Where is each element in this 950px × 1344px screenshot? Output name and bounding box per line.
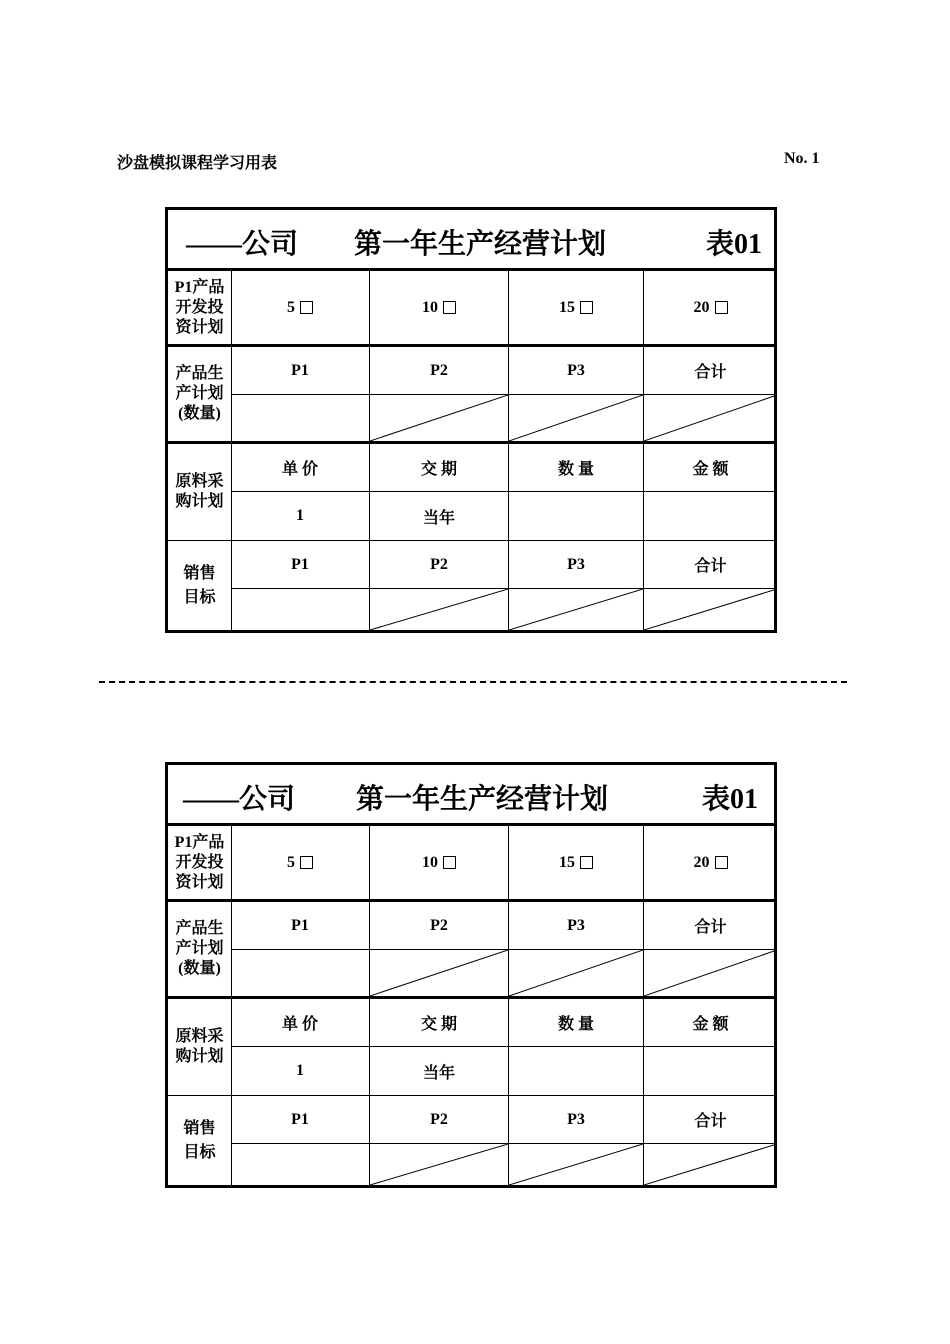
row-label-line: 产品生 (175, 365, 224, 382)
purchase-cell (644, 999, 777, 1095)
production-cell (644, 347, 777, 441)
dev-option-value: 15 (559, 298, 575, 316)
diagonal-strike (370, 395, 508, 441)
production-entry[interactable] (644, 950, 777, 996)
diagonal-strike (370, 950, 508, 996)
column-header: P1 (231, 541, 369, 589)
purchase-cell (231, 444, 370, 540)
checkbox[interactable] (300, 301, 313, 314)
production-entry[interactable] (509, 395, 643, 441)
dev-option-cell (370, 271, 509, 344)
production-entry[interactable] (644, 395, 777, 441)
column-header: P2 (370, 1096, 508, 1144)
dev-option-value: 10 (422, 853, 438, 871)
purchase-cell (509, 444, 644, 540)
column-header: 单 价 (231, 999, 369, 1047)
column-header: 交 期 (370, 444, 508, 492)
diagonal-strike (509, 589, 643, 630)
column-header: P2 (370, 902, 508, 950)
row-label (168, 444, 232, 540)
dev-option-value: 15 (559, 853, 575, 871)
row-label (168, 1096, 232, 1185)
sales-cell (644, 541, 777, 630)
checkbox[interactable] (580, 856, 593, 869)
column-header: 合计 (644, 347, 777, 395)
sales-entry[interactable] (644, 1144, 777, 1185)
row-label-line: 销售 (183, 1119, 216, 1137)
column-header: 数 量 (509, 444, 643, 492)
column-header: 合计 (644, 1096, 777, 1144)
course-header: 沙盘模拟课程学习用表 (117, 155, 278, 172)
sales-cell (644, 1096, 777, 1185)
row-label-line: (数量) (178, 405, 221, 422)
row-label-line: 产计划 (175, 940, 224, 957)
column-header: P3 (509, 902, 643, 950)
row-label-line: P1产品 (174, 833, 225, 851)
row-label (168, 541, 232, 630)
diagonal-strike (644, 589, 777, 630)
purchase-value[interactable]: 1 (296, 1062, 304, 1079)
purchase-value[interactable]: 当年 (422, 509, 455, 527)
dev-option-value: 10 (422, 298, 438, 316)
column-header: P1 (231, 347, 369, 395)
row-label-line: 购计划 (175, 1048, 224, 1065)
production-cell (509, 347, 644, 441)
company-name: ——公司 (183, 784, 296, 815)
production-cell (644, 902, 777, 996)
purchase-cell (231, 999, 370, 1095)
row-label-line: 产计划 (175, 385, 224, 402)
column-header: P3 (509, 347, 643, 395)
row-label-line: 开发投 (175, 853, 224, 871)
sales-entry[interactable] (231, 1144, 369, 1185)
column-header: P3 (509, 1096, 643, 1144)
row-label-line: 购计划 (175, 493, 224, 510)
column-header: 金 额 (644, 444, 777, 492)
dev-option-cell (370, 826, 509, 899)
dev-option-cell (509, 826, 644, 899)
production-cell (370, 902, 509, 996)
plan-table (165, 207, 777, 633)
production-plan-row (168, 902, 774, 999)
cut-line-divider (99, 681, 847, 683)
dev-option-value: 5 (287, 853, 295, 871)
company-name: ——公司 (186, 229, 299, 260)
column-header: P2 (370, 541, 508, 589)
checkbox[interactable] (300, 856, 313, 869)
diagonal-strike (370, 589, 508, 630)
production-cell (231, 347, 370, 441)
table-title (168, 765, 774, 826)
row-label-line: 目标 (183, 1143, 216, 1161)
sales-cell (370, 541, 509, 630)
purchase-value[interactable] (644, 1047, 777, 1095)
dev-option-cell (509, 271, 644, 344)
sales-target-row (168, 541, 774, 630)
checkbox[interactable] (443, 856, 456, 869)
diagonal-strike (509, 950, 643, 996)
dev-investment-row (168, 826, 774, 902)
checkbox[interactable] (580, 301, 593, 314)
dev-option-cell (644, 271, 777, 344)
column-header: P3 (509, 541, 643, 589)
purchase-cell (370, 444, 509, 540)
production-cell (509, 902, 644, 996)
dev-option-value: 20 (693, 298, 710, 316)
purchase-value[interactable]: 当年 (422, 1064, 455, 1082)
row-label (168, 826, 232, 899)
checkbox[interactable] (715, 301, 728, 314)
sales-target-row (168, 1096, 774, 1185)
plan-table (165, 762, 777, 1188)
row-label-line: 目标 (183, 588, 216, 606)
dev-option-cell (231, 826, 370, 899)
purchase-value[interactable] (509, 1047, 643, 1095)
table-code: 表01 (706, 229, 763, 260)
dev-option-cell (231, 271, 370, 344)
production-entry[interactable] (370, 950, 508, 996)
row-label-line: 原料采 (175, 1028, 224, 1045)
sales-cell (231, 1096, 370, 1185)
sales-cell (509, 1096, 644, 1185)
column-header: 合计 (644, 902, 777, 950)
diagonal-strike (644, 395, 777, 441)
production-entry[interactable] (231, 395, 369, 441)
dev-investment-row (168, 271, 774, 347)
page-number: No. 1 (784, 150, 820, 167)
purchase-cell (370, 999, 509, 1095)
row-label-line: 原料采 (175, 473, 224, 490)
column-header: P1 (231, 902, 369, 950)
column-header: 金 额 (644, 999, 777, 1047)
row-label-line: (数量) (178, 960, 221, 977)
sales-entry[interactable] (231, 589, 369, 630)
dev-option-cell (644, 826, 777, 899)
checkbox[interactable] (715, 856, 728, 869)
sales-entry[interactable] (370, 589, 508, 630)
table-title (168, 210, 774, 271)
sales-cell (509, 541, 644, 630)
diagonal-strike (644, 1144, 777, 1185)
plan-title: 第一年生产经营计划 (356, 784, 609, 815)
sales-cell (231, 541, 370, 630)
row-label-line: 开发投 (175, 298, 224, 316)
diagonal-strike (644, 950, 777, 996)
row-label (168, 347, 232, 441)
sales-entry[interactable] (644, 589, 777, 630)
purchase-plan-row (168, 999, 774, 1096)
sales-entry[interactable] (509, 1144, 643, 1185)
diagonal-strike (370, 1144, 508, 1185)
purchase-cell (644, 444, 777, 540)
production-cell (370, 347, 509, 441)
purchase-plan-row (168, 444, 774, 541)
purchase-value[interactable]: 1 (296, 507, 304, 524)
row-label (168, 999, 232, 1095)
purchase-value[interactable] (509, 492, 643, 540)
plan-title: 第一年生产经营计划 (354, 229, 607, 260)
production-entry[interactable] (370, 395, 508, 441)
table-code: 表01 (702, 784, 759, 815)
dev-option-value: 5 (287, 298, 295, 316)
row-label-line: 资计划 (175, 873, 224, 891)
column-header: P2 (370, 347, 508, 395)
column-header: 单 价 (231, 444, 369, 492)
row-label-line: P1产品 (174, 278, 225, 296)
row-label-line: 资计划 (175, 318, 224, 336)
production-plan-row (168, 347, 774, 444)
column-header: 数 量 (509, 999, 643, 1047)
purchase-value[interactable] (644, 492, 777, 540)
column-header: 交 期 (370, 999, 508, 1047)
production-entry[interactable] (231, 950, 369, 996)
purchase-cell (509, 999, 644, 1095)
column-header: 合计 (644, 541, 777, 589)
column-header: P1 (231, 1096, 369, 1144)
production-cell (231, 902, 370, 996)
production-entry[interactable] (509, 950, 643, 996)
row-label (168, 902, 232, 996)
sales-cell (370, 1096, 509, 1185)
checkbox[interactable] (443, 301, 456, 314)
row-label-line: 销售 (183, 564, 216, 582)
dev-option-value: 20 (693, 853, 710, 871)
diagonal-strike (509, 395, 643, 441)
sales-entry[interactable] (370, 1144, 508, 1185)
row-label-line: 产品生 (175, 920, 224, 937)
diagonal-strike (509, 1144, 643, 1185)
sales-entry[interactable] (509, 589, 643, 630)
row-label (168, 271, 232, 344)
